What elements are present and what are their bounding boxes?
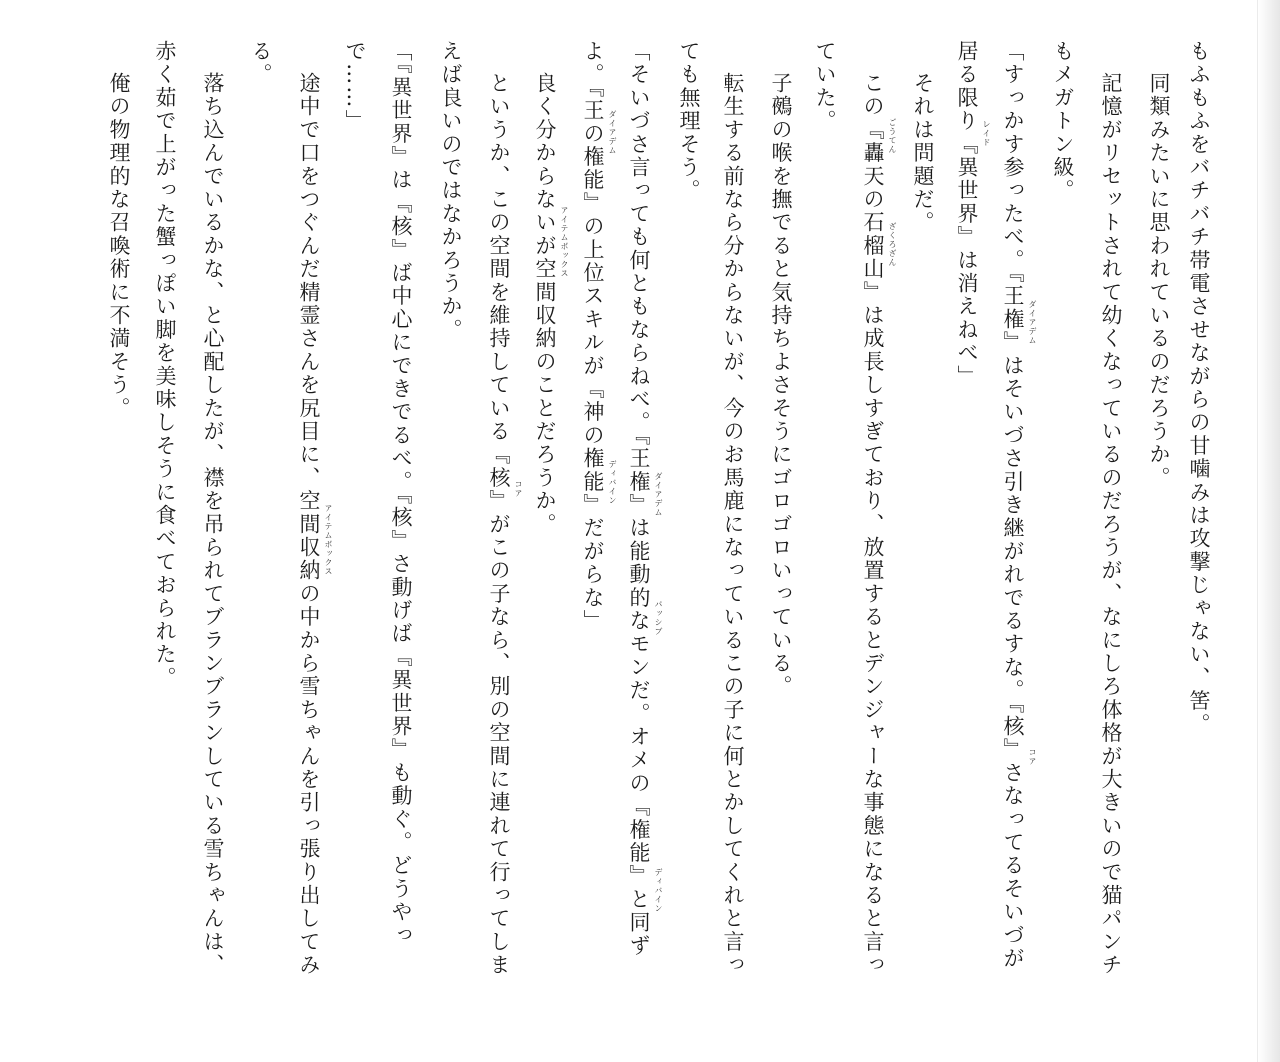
furigana-gouten: ごうてん <box>888 118 897 154</box>
text-column-12: ても無理そう。 <box>677 40 701 203</box>
furigana-divine-2: ディバイン <box>608 460 617 505</box>
text-column-8: この『轟天の石榴山』は成長しすぎており、放置するとデンジャーな事態になると言っ <box>861 72 885 977</box>
text-column-4: もメガトン級。 <box>1051 40 1075 203</box>
furigana-diadem-3: ダイアデム <box>608 110 617 155</box>
furigana-itembox-2: アイテムボックス <box>324 504 333 576</box>
page-edge <box>1257 0 1280 1062</box>
text-column-18: 「『異世界』は『核』ば中心にできでるべ。『核』さ動げば『異世界』も動ぐ。どうやっ <box>389 40 413 947</box>
text-column-20: 途中で口をつぐんだ精霊さんを尻目に、空間収納の中から雪ちゃんを引っ張り出してみ <box>297 72 321 977</box>
text-column-17: えば良いのではなかろうか。 <box>439 40 463 342</box>
furigana-raid: レイド <box>982 120 991 147</box>
text-column-6: 居る限り『異世界』は消えねべ」 <box>955 40 979 388</box>
furigana-itembox-1: アイテムボックス <box>560 206 569 278</box>
furigana-divine-1: ディバイン <box>654 868 663 913</box>
text-column-2: 同類みたいに思われているのだろうか。 <box>1147 72 1171 490</box>
text-column-5: 「すっかす参ったべ。『王権』はそいづさ引き継がれでるすな。『核』さなってるそいづが <box>1001 40 1025 971</box>
text-column-10: 子鵺の喉を撫でると気持ちよさそうにゴロゴロいっている。 <box>769 72 793 699</box>
furigana-passive: パッシブ <box>654 600 663 636</box>
furigana-core-2: コア <box>514 480 523 498</box>
text-column-7: それは問題だ。 <box>911 72 935 235</box>
text-column-3: 記憶がリセットされて幼くなっているのだろうが、なにしろ体格が大きいので猫パンチ <box>1099 72 1123 977</box>
text-column-24: 俺の物理的な召喚術に不満そう。 <box>107 72 131 420</box>
furigana-core-1: コア <box>1028 748 1037 766</box>
text-column-23: 赤く茹で上がった蟹っぽい脚を美味しそうに食べておられた。 <box>153 40 177 690</box>
text-column-19: で……」 <box>343 40 367 133</box>
text-column-14: よ。『王の権能』の上位スキルが『神の権能』だがらな」 <box>581 40 605 633</box>
text-column-1: もふもふをバチバチ帯電させながらの甘噛みは攻撃じゃない、筈。 <box>1187 40 1211 736</box>
text-column-11: 転生する前なら分からないが、今のお馬鹿になっているこの子に何とかしてくれと言っ <box>721 72 745 977</box>
text-column-15: 良く分からないが空間収納のことだろうか。 <box>533 72 557 536</box>
furigana-diadem-2: ダイアデム <box>654 472 663 517</box>
text-column-13: 「そいづさ言っても何ともならねべ。『王権』は能動的なモンだ。オメの『権能』と同ず <box>627 40 651 958</box>
text-column-9: ていた。 <box>813 40 837 133</box>
text-column-16: というか、この空間を維持している『核』がこの子なら、別の空間に連れて行ってしま <box>487 72 511 977</box>
furigana-diadem-1: ダイアデム <box>1028 300 1037 345</box>
text-column-21: る。 <box>249 40 273 87</box>
furigana-zakurozan: ざくろざん <box>888 222 897 267</box>
text-column-22: 落ち込んでいるかな、と心配したが、襟を吊られてブランブランしている雪ちゃんは、 <box>201 72 225 977</box>
